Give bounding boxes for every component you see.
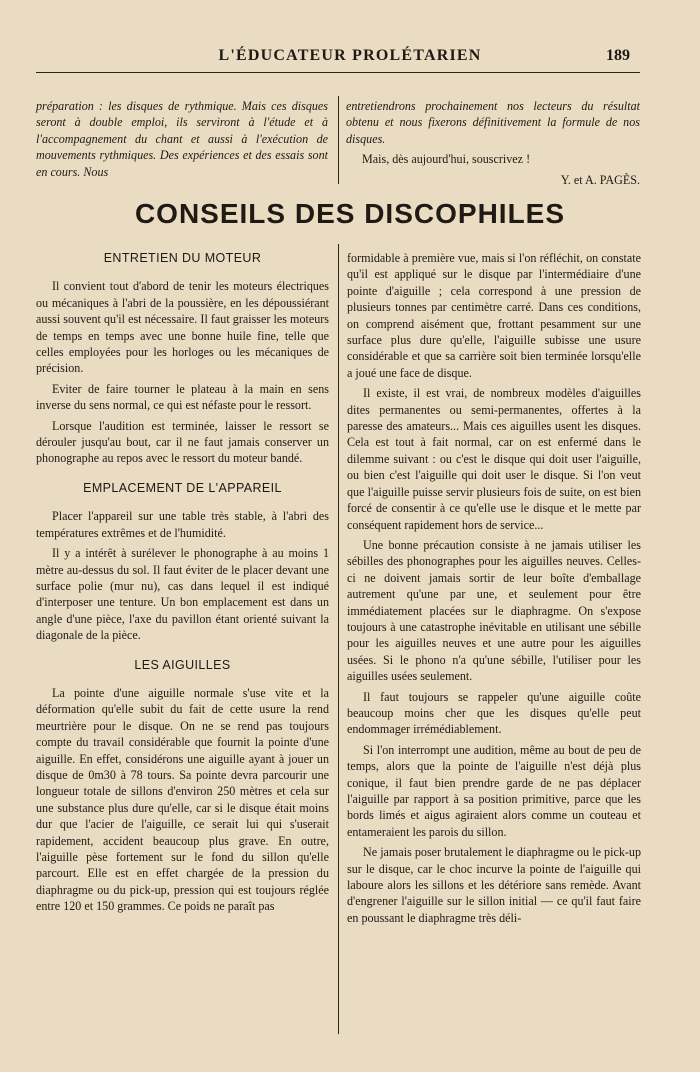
section-heading-emplacement: EMPLACEMENT DE L'APPAREIL: [83, 480, 282, 495]
article-left-column: [36, 250, 329, 919]
paragraph: Il convient tout d'abord de tenir les moteurs électriques ou mécaniques à l'abri de la poussière, en les dépoussiérant aussi souvent qu'il est nécessaire. Il faut graisser les moteurs de temps en temps avec une bonne huile fine, telle que celles employées pour les horloges ou les mécaniques de précision.: [36, 279, 329, 376]
paragraph: Si l'on interrompt une audition, même au bout de peu de temps, alors que la pointe de l'aiguille n'est déjà plus conique, il faut bien prendre garde de ne pas déplacer l'aiguille par rapport à sa position primitive, parce que les bords limés et aigus agiraient alors comme un couteau et entameraient les parois du sillon.: [347, 742, 641, 839]
paragraph: La pointe d'une aiguille normale s'use vite et la déformation qu'elle subit du fait de cette usure la rend meurtrière pour le disque. On ne se rend pas toujours compte du travail considérable que fournit la pointe d'une aiguille. En effet, considérons une aiguille ayant à jouer un disque de 0m30 à 78 tours. Sa pointe devra parcourir une longueur totale de sillons d'environ 250 mètres et cela sur une substance plus dure qu'elle, car si le disque était moins dur que l'acier de l'aiguille, ce serait lui qui s'userait rapidement, accident beaucoup plus grave. En outre, l'aiguille pèse fortement sur le fond du sillon qu'elle parcourt. Elle est en effet chargée de la pression du diaphragme ou du pick-up, pression qui est toujours réglée entre 120 et 150 grammes. Ce poids ne paraît pas: [36, 685, 329, 914]
intro-right-column: [346, 98, 640, 192]
paragraph: Lorsque l'audition est terminée, laisser le ressort se dérouler jusqu'au bout, car il ne faut jamais conserver un phonographe au repos avec le ressort du moteur bandé.: [36, 418, 329, 466]
page-number: 189: [606, 47, 630, 64]
article-right-column: [347, 250, 641, 930]
intro-signature: Y. et A. PAGÈS.: [560, 172, 640, 187]
journal-title: L'ÉDUCATEUR PROLÉTARIEN: [218, 47, 482, 64]
section-heading-entretien: ENTRETIEN DU MOTEUR: [103, 251, 262, 265]
paragraph: formidable à première vue, mais si l'on réfléchit, on constate qu'il est appliqué sur le disque par l'intermédiaire d'une pointe d'aiguille ; cela correspond à une pression de plusieurs tonnes par centimètre carré. Dans ces conditions, on comprend aisément que, frottant pesamment sur une surface plus dure qu'elle, l'aiguille subisse une usure considérable et que sa carrière soit bien terminée lorsqu'elle a joué une face de disque.: [347, 251, 641, 380]
header-rule: [36, 72, 640, 73]
paragraph: Il y a intérêt à surélever le phonographe à au moins 1 mètre au-dessus du sol. Il faut éviter de le placer devant une surface polie (mur nu), cas dans lequel il est indiqué d'interposer une tenture. Un bon emplacement est dans un angle d'une pièce, l'axe du pavillon étant orienté suivant la diagonale de la pièce.: [36, 546, 329, 643]
section-heading-aiguilles: LES AIGUILLES: [134, 657, 231, 672]
intro-right-text: entretiendrons prochainement nos lecteurs du résultat obtenu et nous fixerons définitivement la formule de nos disques.: [346, 99, 640, 146]
intro-call-to-action: Mais, dès aujourd'hui, souscrivez !: [362, 152, 531, 167]
paragraph: Il faut toujours se rappeler qu'une aiguille coûte beaucoup moins cher que les disques qu'elle peut endommager irrémédiablement.: [347, 689, 641, 737]
article-title: CONSEILS DES DISCOPHILES: [134, 198, 566, 229]
paragraph: Une bonne précaution consiste à ne jamais utiliser les sébilles des phonographes pour les aiguilles neuves. Celles-ci ne doivent jamais sortir de leur boîte d'emballage autrement qu'une par une, et seulement pour être immédiatement placées sur le diaphragme. On s'expose toujours à une catastrophe inévitable en utilisant une sébille pour les aiguilles neuves et une autre pour les aiguilles usées. Si le phono n'a qu'une sébille, l'utiliser pour les aiguilles usées seulement.: [347, 537, 641, 684]
paragraph: Il existe, il est vrai, de nombreux modèles d'aiguilles dites permanentes ou semi-permanentes, offertes à la paresse des amateurs... Mais ces aiguilles usent les disques. Cela est tout à fait normal, car on est enfermé dans le dilemme suivant : ou c'est le disque qui doit user l'aiguille, ou bien c'est l'aiguille qui doit user le disque. Si l'on veut que l'aiguille puisse servir plusieurs fois de suite, on est bien forcé de consentir à ce qu'elle use le disque et le mette par conséquent rapidement hors de service...: [347, 386, 641, 532]
intro-column-divider: [338, 96, 339, 184]
intro-left-column: [36, 98, 328, 184]
paragraph: Eviter de faire tourner le plateau à la main en sens inverse du sens normal, ce qui est néfaste pour le ressort.: [36, 381, 329, 413]
article-column-divider: [338, 244, 339, 1034]
paragraph: Ne jamais poser brutalement le diaphragme ou le pick-up sur le disque, car le choc incurve la pointe de l'aiguille qui laboure alors les sillons et les détériore sans remède. Avant d'engrener l'aiguille sur le sillon initial — ce qu'il faut faire en poussant le diaphragme très déli-: [347, 845, 641, 925]
paragraph: Placer l'appareil sur une table très stable, à l'abri des températures extrêmes et de l'humidité.: [36, 509, 329, 540]
intro-left-text: préparation : les disques de rythmique. Mais ces disques seront à double emploi, ils serviront à l'étude et à l'accompagnement du chant et aussi à l'exécution de mouvements rythmiques. Des expériences et des essais sont en cours. Nous: [36, 99, 328, 179]
